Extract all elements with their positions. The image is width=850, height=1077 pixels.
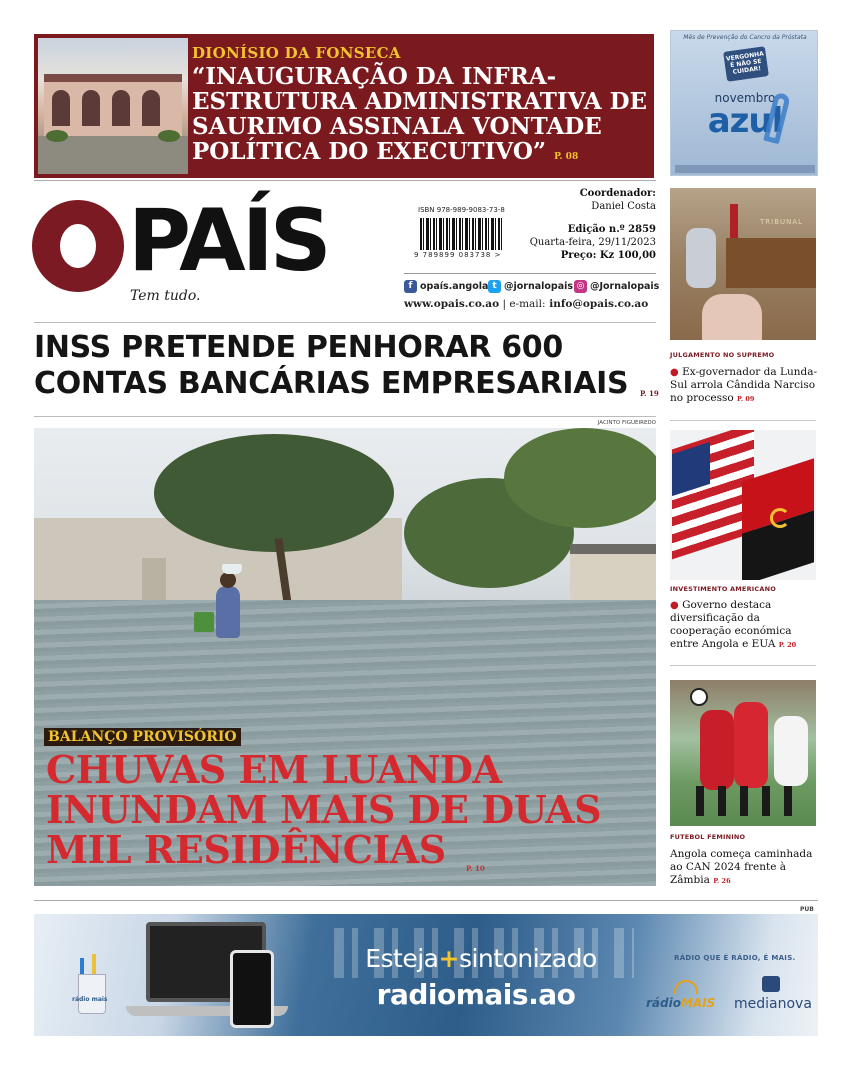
twitter-handle: @jornalopais (504, 281, 574, 292)
sidebar-story-investment-page: P. 20 (778, 641, 797, 649)
advertising-label: PUB (800, 906, 814, 913)
novembro-azul-word: azul (707, 101, 783, 141)
issue-price: Preço: Kz 100,00 (560, 250, 656, 261)
top-story-headline[interactable] (192, 64, 652, 170)
logo-wordmark[interactable]: PAÍS (128, 191, 328, 291)
top-story-headline-text: “INAUGURAÇÃO DA INFRA-ESTRUTURA ADMINISTRATIVA DE SAURIMO ASSINALA VONTADE POLÍTICA DO EXECUTIVO” (192, 63, 648, 165)
radiomais-logo (646, 996, 715, 1010)
twitter-link[interactable] (488, 280, 573, 293)
divider (34, 180, 656, 181)
logo-o-mark[interactable] (32, 200, 124, 292)
flags-photo[interactable] (670, 430, 816, 580)
photo-credit: JACINTO FIGUEIREDO (597, 420, 656, 426)
medianova-logo: medianova (734, 996, 812, 1012)
medianova-icon (762, 976, 780, 992)
facebook-link[interactable] (404, 280, 488, 293)
facebook-handle: opaís.angola (420, 281, 489, 292)
plus-icon: + (438, 944, 459, 973)
sidebar-story-football-text: Angola começa caminhada ao CAN 2024 frente à Zâmbia (670, 848, 813, 886)
isbn: ISBN 978-989-9083-73-8 (418, 206, 505, 214)
bullet-icon: ● (670, 367, 679, 378)
divider (404, 273, 656, 274)
facebook-icon: f (404, 280, 417, 293)
hero-story-headline[interactable]: CHUVAS EM LUANDA INUNDAM MAIS DE DUAS MIL RESIDÊNCIAS (46, 747, 602, 872)
main-story-page: P. 19 (640, 389, 659, 398)
top-story-banner[interactable] (34, 34, 654, 178)
website-link[interactable]: www.opais.co.ao (404, 298, 500, 310)
sidebar-kicker-court: JULGAMENTO NO SUPREMO (670, 351, 775, 359)
tagline: Tem tudo. (130, 288, 201, 304)
barcode-number: 9 789899 083738 > (414, 251, 502, 259)
phone-icon (230, 950, 274, 1028)
instagram-handle: @Jornalopais (590, 281, 660, 292)
bullet-icon: ● (670, 600, 679, 611)
hero-story-kicker: BALANÇO PROVISÓRIO (44, 728, 241, 746)
edition-number: Edição n.º 2859 (567, 224, 656, 235)
novembro-azul-ad[interactable] (670, 30, 818, 176)
radiomais-logo-b: MAIS (680, 996, 716, 1010)
court-photo[interactable] (670, 188, 816, 340)
top-story-page: P. 08 (554, 152, 579, 162)
novembro-azul-month: novembro (714, 91, 776, 105)
saurimo-building-photo (38, 38, 188, 174)
divider (670, 665, 816, 666)
radiomais-logo-a: rádio (646, 996, 681, 1010)
sidebar-kicker-football: FUTEBOL FEMININO (670, 833, 746, 841)
sidebar-story-football[interactable] (670, 848, 818, 888)
novembro-azul-sticker: VERGONHA É NÃO SE CUIDAR! (723, 46, 769, 82)
barcode-icon (420, 218, 502, 250)
novembro-azul-footer-strip (675, 165, 815, 173)
court-photo-caption: TRIBUNAL (760, 218, 804, 226)
football-photo[interactable] (670, 680, 816, 826)
ad-website[interactable]: radiomais.ao (376, 978, 576, 1011)
divider (34, 900, 818, 901)
coordinator-label: Coordenador: (579, 188, 656, 199)
sidebar-story-court-text: Ex-governador da Lunda-Sul arrola Cândida Narciso no processo (670, 366, 818, 404)
sidebar-story-investment-text: Governo destaca diversificação da cooperação económica entre Angola e EUA (670, 599, 792, 650)
contact-line: www.opais.co.ao | e-mail: info@opais.co.ao (404, 298, 649, 310)
divider (34, 416, 656, 417)
sidebar-story-court[interactable] (670, 366, 818, 406)
cup-label: rádio mais (72, 996, 108, 1003)
coordinator-name: Daniel Costa (591, 201, 656, 212)
divider (670, 420, 816, 421)
ad-line1-a: Esteja (365, 944, 439, 973)
issue-date: Quarta-feira, 29/11/2023 (529, 237, 656, 248)
instagram-icon: ◎ (574, 280, 587, 293)
instagram-link[interactable] (574, 280, 659, 293)
novembro-azul-small-text: Mês de Prevenção do Cancro da Próstata (683, 34, 807, 41)
sidebar-story-court-page: P. 09 (737, 395, 755, 403)
radiomais-ad[interactable] (34, 914, 818, 1036)
sidebar-story-football-page: P. 26 (713, 877, 731, 885)
divider (34, 322, 656, 323)
email-link[interactable]: info@opais.co.ao (549, 298, 649, 310)
ad-slogan-line (336, 944, 626, 973)
top-story-kicker: DIONÍSIO DA FONSECA (192, 44, 401, 62)
email-label: e-mail: (509, 298, 546, 310)
main-story-headline[interactable]: INSS PRETENDE PENHORAR 600 CONTAS BANCÁRIAS EMPRESARIAIS (34, 330, 629, 401)
signal-arc-icon (674, 980, 698, 994)
twitter-icon: t (488, 280, 501, 293)
sidebar-story-investment[interactable] (670, 599, 818, 652)
hero-story-page: P. 10 (466, 864, 485, 873)
cup-icon (78, 974, 106, 1014)
sidebar-kicker-investment: INVESTIMENTO AMERICANO (670, 585, 776, 593)
ad-line1-b: sintonizado (458, 944, 597, 973)
ad-tagline: RÁDIO QUE É RÁDIO, É MAIS. (674, 954, 796, 962)
